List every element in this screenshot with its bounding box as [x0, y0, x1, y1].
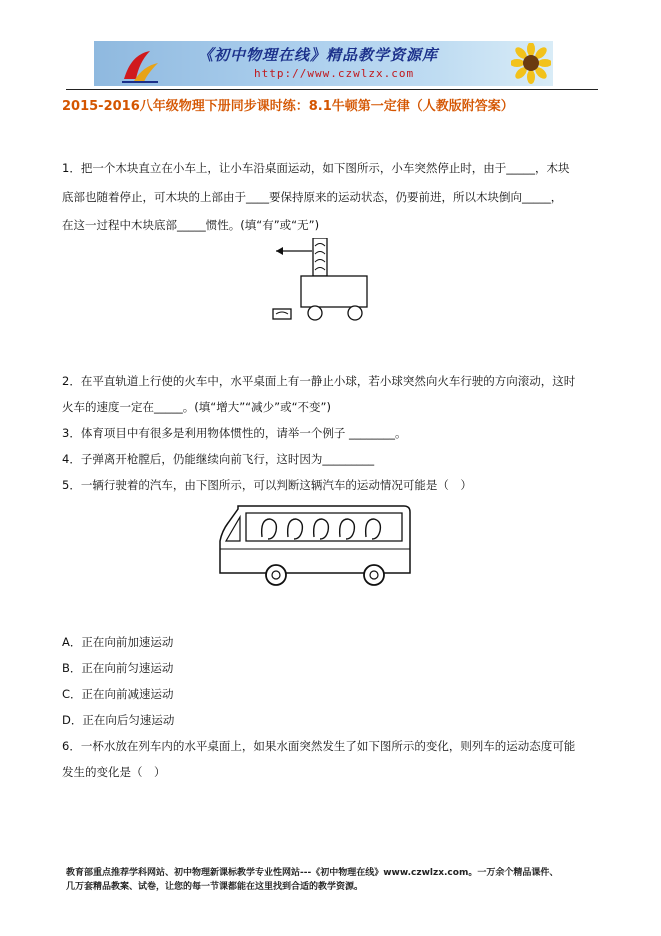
q6-line-2: 发生的变化是（ ） — [62, 765, 166, 779]
footer-line-1: 教育部重点推荐学科网站、初中物理新课标教学专业性网站---《初中物理在线》www.czwlzx.com。一万余个精品课件、 — [66, 868, 559, 878]
sunflower-icon — [511, 43, 551, 84]
header-rule — [66, 89, 598, 90]
q5-option-d: D．正在向后匀速运动 — [62, 713, 175, 727]
banner-url[interactable]: http://www.czwlzx.com — [254, 67, 415, 80]
banner-title: 《初中物理在线》精品教学资源库 — [198, 46, 439, 64]
q1-line-1: 1．把一个木块直立在小车上，让小车沿桌面运动，如下图所示，小车突然停止时，由于_____，木块 — [62, 161, 570, 175]
q3-line: 3．体育项目中有很多是利用物体惯性的，请举一个例子 ________。 — [62, 426, 407, 440]
q6-line-1: 6．一杯水放在列车内的水平桌面上，如果水面突然发生了如下图所示的变化，则列车的运动态度可能 — [62, 739, 576, 753]
q2-line-2: 火车的速度一定在_____。(填“增大”“减少”或“不变”) — [62, 400, 331, 414]
footer-line-2: 几万套精品教案、试卷，让您的每一节课都能在这里找到合适的教学资源。 — [66, 882, 364, 892]
bus-with-passengers-figure — [216, 503, 414, 587]
q2-line-1: 2．在平直轨道上行使的火车中，水平桌面上有一静止小球，若小球突然向火车行驶的方向滚动，这时 — [62, 374, 576, 388]
q5-stem: 5．一辆行驶着的汽车，由下图所示，可以判断这辆汽车的运动情况可能是（ ） — [62, 478, 472, 492]
q1-line-3: 在这一过程中木块底部_____惯性。(填“有”或“无”) — [62, 218, 320, 232]
cart-with-block-figure — [268, 238, 378, 326]
q5-option-b: B．正在向前匀速运动 — [62, 661, 174, 675]
q5-option-a: A．正在向前加速运动 — [62, 635, 174, 649]
q4-line: 4．子弹离开枪膛后，仍能继续向前飞行，这时因为_________ — [62, 452, 375, 466]
site-banner — [94, 41, 553, 86]
q1-line-2: 底部也随着停止，可木块的上部由于____要保持原来的运动状态，仍要前进，所以木块倒向_____， — [62, 190, 563, 204]
document-title: 2015-2016八年级物理下册同步课时练：8.1牛顿第一定律（人教版附答案） — [62, 99, 514, 114]
q5-option-c: C．正在向前减速运动 — [62, 687, 174, 701]
page-footer — [66, 866, 606, 894]
site-logo-icon — [120, 49, 160, 83]
